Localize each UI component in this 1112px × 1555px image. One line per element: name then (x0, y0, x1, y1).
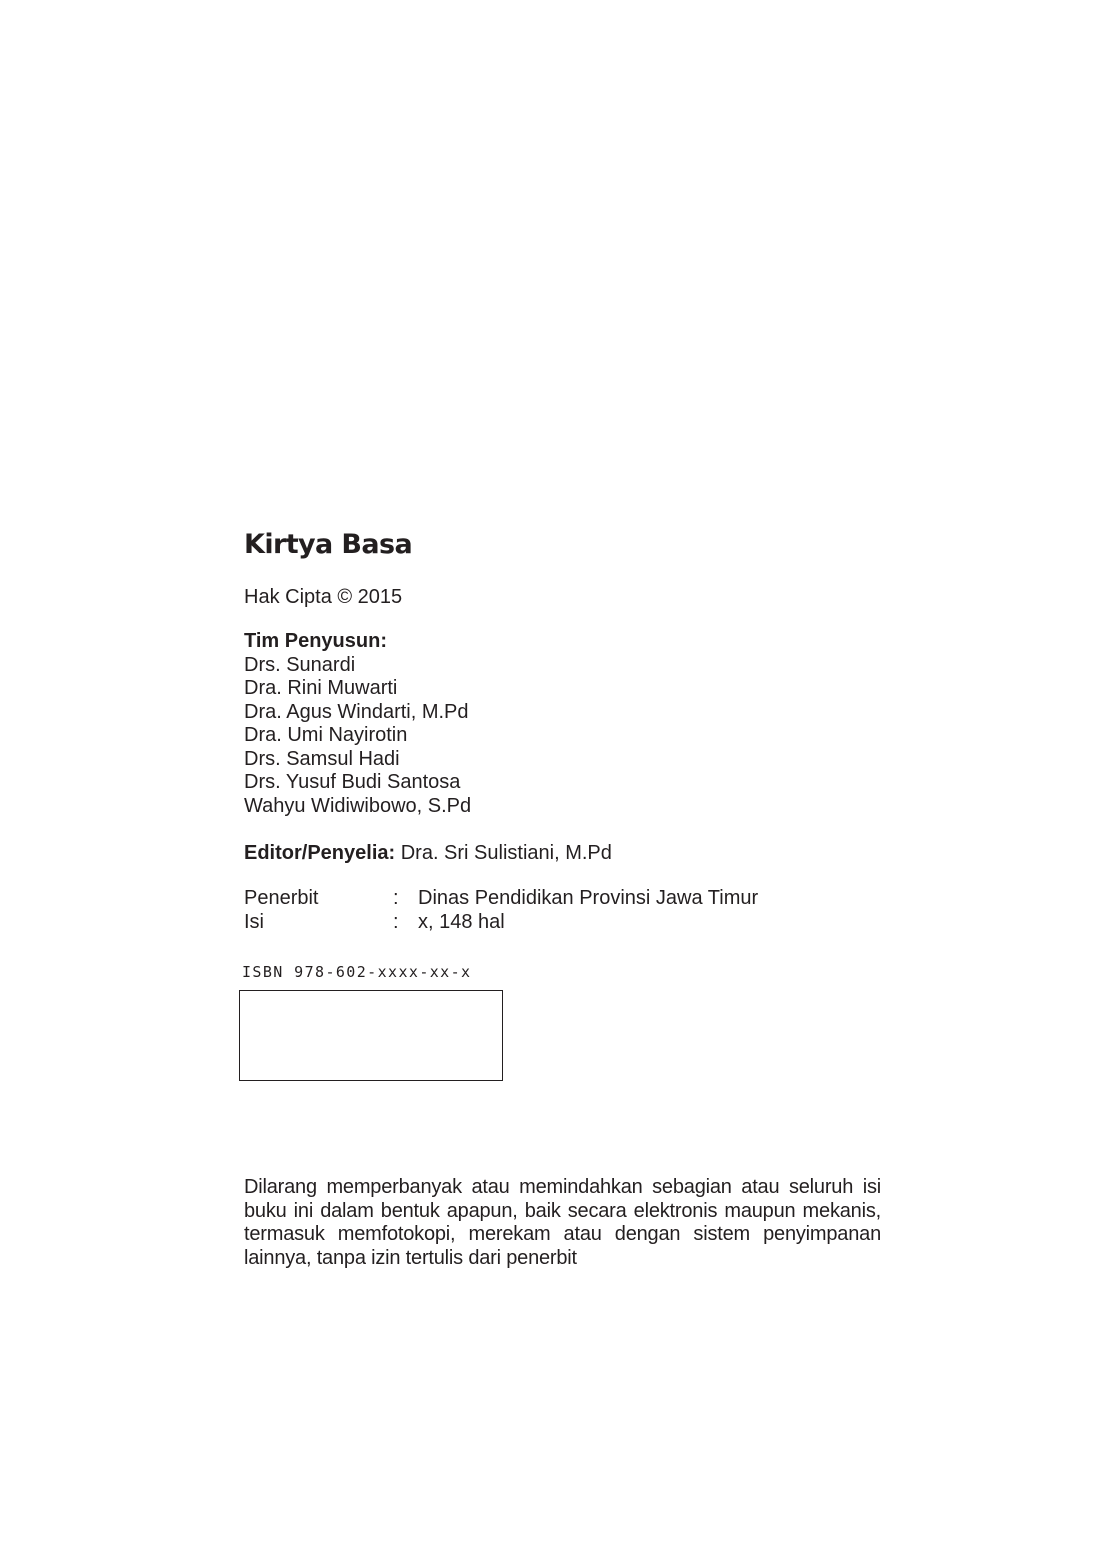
author-team-section (244, 630, 471, 818)
author-name: Drs. Samsul Hadi (244, 747, 400, 770)
isbn-number: ISBN 978-602-xxxx-xx-x (242, 963, 472, 981)
editor-name: Dra. Sri Sulistiani, M.Pd (395, 842, 612, 864)
copyright-notice: Hak Cipta © 2015 (244, 586, 403, 608)
publisher-label: Penerbit (244, 887, 319, 909)
author-name: Dra. Umi Nayirotin (244, 724, 408, 746)
author-name: Dra. Rini Muwarti (244, 677, 398, 699)
author-team-heading: Tim Penyusun: (244, 630, 387, 652)
cataloging-box (239, 990, 503, 1081)
author-name: Drs. Sunardi (244, 653, 356, 676)
content-value: x, 148 hal (418, 910, 505, 933)
publisher-value: Dinas Pendidikan Provinsi Jawa Timur (418, 887, 759, 909)
content-label: Isi (244, 910, 264, 933)
book-title: Kirtya Basa (244, 529, 413, 560)
author-name: Drs. Yusuf Budi Santosa (244, 771, 461, 793)
content-separator: : (393, 910, 399, 933)
editor-credit (244, 841, 612, 865)
author-list (244, 654, 471, 819)
author-name: Wahyu Widiwibowo, S.Pd (244, 794, 472, 817)
editor-label: Editor/Penyelia: (244, 842, 396, 864)
author-name: Dra. Agus Windarti, M.Pd (244, 700, 469, 723)
copyright-restriction-notice: Dilarang memperbanyak atau memindahkan sebagian atau seluruh isi buku ini dalam bentuk apapun, baik secara elektronis maupun mekanis, termasuk memfotokopi, merekam atau dengan sistem penyimpanan lainnya, tanpa izin tertulis dari penerbit (244, 1176, 881, 1269)
publisher-separator: : (393, 887, 399, 909)
